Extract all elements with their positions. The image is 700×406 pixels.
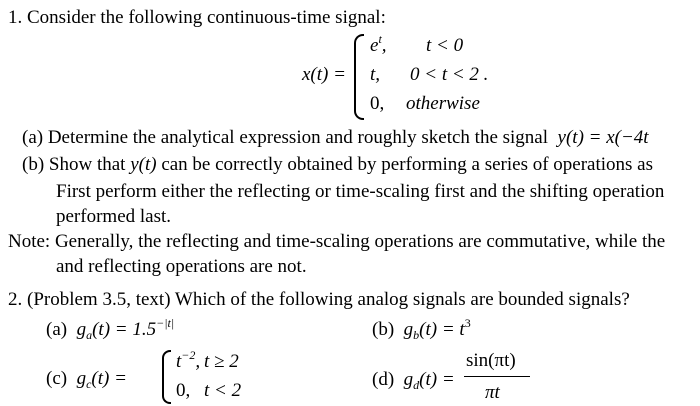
option-b: (b) $g_b(t) = t^3$	[372, 316, 471, 342]
option-c-label: (c) $g_c(t)$ =	[46, 368, 127, 391]
case-2-condition: 0 < t < 2 .	[410, 64, 489, 85]
piecewise-brace	[354, 34, 364, 120]
case-3-expr: 0,	[370, 93, 385, 114]
option-c-case-1: $t^{-2}$,	[176, 348, 201, 372]
option-d-fraction-bar	[464, 376, 530, 377]
option-c-case-2-condition: t < 2	[204, 380, 242, 401]
case-2-expr: t,	[370, 64, 381, 85]
note-line-2: and reflecting operations are not.	[56, 256, 307, 277]
problem-1-title: 1. Consider the following continuous-time signal:	[8, 7, 386, 28]
note-line-1: Note: Generally, the reflecting and time-scaling operations are commutative, while the	[8, 231, 666, 252]
problem-2-title: 2. (Problem 3.5, text) Which of the following analog signals are bounded signals?	[8, 289, 630, 310]
option-a: (a) $g_a(t) = 1.5^{-|t|}$	[46, 316, 175, 342]
part-b-text: (b) Show that y(t) can be correctly obtained by performing a series of operations as	[22, 154, 654, 175]
case-1-expr: $e^t$,	[370, 32, 387, 56]
option-c-case-1-condition: t ≥ 2	[204, 351, 239, 372]
case-1-condition: t < 0	[426, 35, 464, 56]
option-c-case-2: 0,	[176, 380, 191, 401]
option-d-label: (d) $g_d(t)$ =	[372, 369, 455, 392]
case-3-condition: otherwise	[406, 93, 480, 114]
part-a-text: (a) Determine the analytical expression and roughly sketch the signal y(t) = x(−4t	[22, 127, 649, 148]
part-b-line-2: First perform either the reflecting or time-scaling first and the shifting operation	[56, 181, 665, 202]
part-b-line-3: performed last.	[56, 206, 172, 227]
option-d-denominator: πt	[485, 382, 500, 403]
x-of-t-lhs: x(t) =	[302, 64, 346, 85]
option-d-numerator: sin(πt)	[466, 350, 516, 371]
option-c-brace	[162, 350, 171, 404]
